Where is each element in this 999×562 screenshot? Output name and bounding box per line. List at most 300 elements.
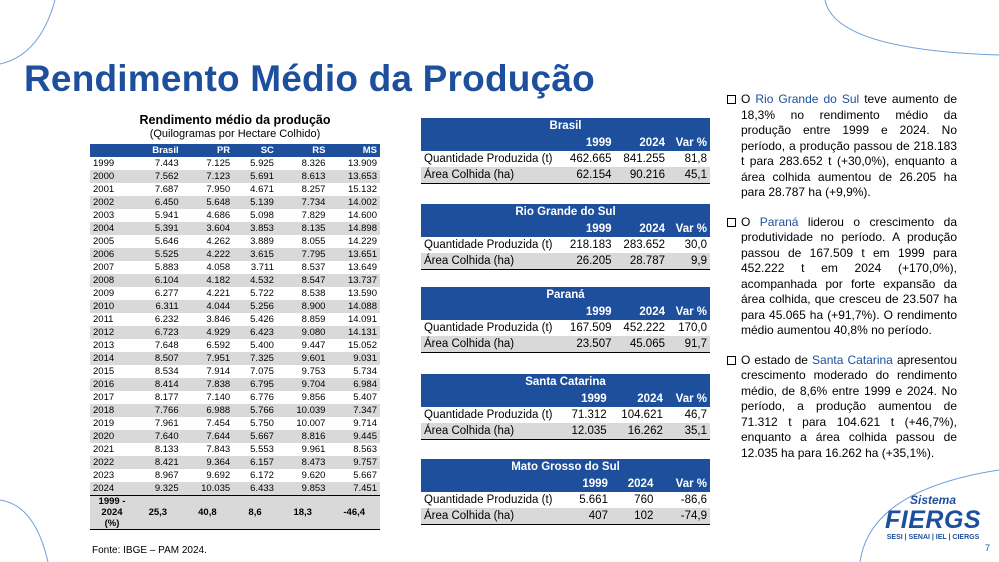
yield-cell: 5.722	[233, 287, 277, 300]
year-cell: 2008	[90, 274, 134, 287]
year-cell: 2003	[90, 209, 134, 222]
state-table-grid	[421, 220, 710, 270]
yield-cell: 4.182	[182, 274, 234, 287]
value-var: 45,1	[668, 167, 710, 184]
yield-cell: 8.257	[277, 183, 329, 196]
year-cell: 2012	[90, 326, 134, 339]
yield-cell: 5.734	[328, 365, 380, 378]
yield-cell: 10.007	[277, 417, 329, 430]
state-table-header	[421, 135, 710, 152]
total-row	[90, 496, 380, 530]
year-cell: 2022	[90, 456, 134, 469]
table-row	[90, 391, 380, 404]
state-table-title: Brasil	[421, 118, 710, 134]
yield-cell: 4.532	[233, 274, 277, 287]
yield-cell: 8.547	[277, 274, 329, 287]
logo-line3: SESI | SENAI | IEL | CIERGS	[886, 534, 980, 541]
yield-col-header: PR	[182, 144, 234, 157]
col-1999: 1999	[561, 221, 615, 238]
yield-cell: 7.961	[134, 417, 182, 430]
value-1999: 462.665	[569, 153, 612, 165]
yield-cell: 9.961	[277, 443, 329, 456]
state-table	[421, 459, 710, 525]
yield-cell: 13.590	[328, 287, 380, 300]
value-2024: 102	[611, 508, 656, 525]
year-cell: 2013	[90, 339, 134, 352]
value-1999: 26.205	[561, 253, 615, 270]
col-2024: 2024	[615, 221, 669, 238]
value-1999: 407	[561, 508, 611, 525]
total-cell: -46,4	[328, 496, 380, 530]
value-var: -86,6	[680, 494, 707, 506]
yield-cell: 8.563	[328, 443, 380, 456]
yield-cell: 5.883	[134, 261, 182, 274]
year-cell: 2006	[90, 248, 134, 261]
yield-cell: 6.423	[233, 326, 277, 339]
logo-line2: FIERGS	[885, 506, 982, 534]
col-2024: 2024	[610, 391, 666, 408]
state-table	[421, 287, 710, 353]
yield-cell: 9.601	[277, 352, 329, 365]
yield-cell: 7.451	[328, 482, 380, 496]
yield-cell: 9.692	[182, 469, 234, 482]
table-row	[90, 378, 380, 391]
table-row	[90, 469, 380, 482]
value-2024: 90.216	[615, 167, 669, 184]
page-title: Rendimento Médio da Produção	[24, 58, 595, 99]
row-label: Área Colhida (ha)	[421, 167, 561, 184]
yield-cell: 6.450	[134, 196, 182, 209]
table-row	[90, 261, 380, 274]
yield-cell: 3.853	[233, 222, 277, 235]
yield-cell: 7.075	[233, 365, 277, 378]
page-number: 7	[985, 543, 991, 553]
col-var: Var %	[668, 221, 710, 238]
yield-cell: 7.125	[182, 157, 234, 170]
yield-cell: 6.172	[233, 469, 277, 482]
value-2024: 283.652	[623, 239, 665, 251]
row-label: Quantidade Produzida (t)	[424, 322, 553, 334]
total-label-line1: 1999 - 2024	[98, 496, 126, 518]
table-row	[421, 253, 710, 270]
col-1999: 1999	[561, 391, 610, 408]
table-row	[90, 248, 380, 261]
year-cell: 2005	[90, 235, 134, 248]
yield-cell: 8.507	[134, 352, 182, 365]
yield-cell: 8.421	[134, 456, 182, 469]
table-row	[90, 339, 380, 352]
yield-cell: 14.600	[328, 209, 380, 222]
yield-cell: 6.592	[182, 339, 234, 352]
table-row	[421, 508, 710, 525]
yield-cell: 6.723	[134, 326, 182, 339]
blank-header	[421, 221, 561, 238]
table-row	[90, 404, 380, 417]
yield-cell: 8.538	[277, 287, 329, 300]
row-label: Área Colhida (ha)	[421, 423, 561, 440]
total-label	[90, 496, 134, 530]
state-table-title: Santa Catarina	[421, 374, 710, 390]
checkbox-bullet-icon	[727, 95, 736, 104]
yield-cell: 7.347	[328, 404, 380, 417]
yield-cell: 6.232	[134, 313, 182, 326]
table-row	[90, 456, 380, 469]
year-cell: 2018	[90, 404, 134, 417]
col-2024: 2024	[611, 476, 656, 493]
yield-cell: 14.091	[328, 313, 380, 326]
bullet-highlight: Santa Catarina	[812, 352, 893, 367]
col-1999: 1999	[561, 476, 611, 493]
table-row	[421, 492, 710, 508]
bullet-text-post: teve aumento de 18,3% no rendimento médio da produção entre 1999 e 2024. No período, a produção passou de 218.183 t para 283.652 t (+30,0%), enquanto a área colhida aumentou de 26.205 ha para 28.787 ha (+9,9%).	[741, 92, 958, 199]
yield-cell: 5.941	[134, 209, 182, 222]
yield-table	[90, 144, 380, 530]
year-cell: 2007	[90, 261, 134, 274]
yield-cell: 3.711	[233, 261, 277, 274]
blank-header	[421, 476, 561, 493]
bullet-text-post: apresentou crescimento moderado do rendimento médio, de 8,6% entre 1999 e 2024. No período, a produção aumentou de 71.312 t para 104.621 t (+46,7%), enquanto a área colhida passou de 12.035 ha para 16.262 ha (+35,1%).	[741, 352, 957, 460]
source-note: Fonte: IBGE – PAM 2024.	[92, 545, 207, 556]
yield-table-subtitle: (Quilogramas por Hectare Colhido)	[149, 128, 321, 140]
bullet-list	[724, 92, 957, 475]
yield-cell: 3.615	[233, 248, 277, 261]
total-label-line2: (%)	[104, 518, 120, 529]
year-cell: 2000	[90, 170, 134, 183]
yield-cell: 7.914	[182, 365, 234, 378]
bullet-highlight: Rio Grande do Sul	[755, 92, 860, 106]
blank-header	[421, 391, 561, 408]
yield-cell: 7.838	[182, 378, 234, 391]
table-row	[90, 170, 380, 183]
year-cell: 2009	[90, 287, 134, 300]
state-table-header	[421, 221, 710, 238]
value-var: 91,7	[668, 336, 710, 353]
year-cell: 2021	[90, 443, 134, 456]
yield-cell: 8.859	[277, 313, 329, 326]
yield-cell: 8.900	[277, 300, 329, 313]
table-row	[90, 287, 380, 300]
yield-cell: 14.088	[328, 300, 380, 313]
value-var: 30,0	[684, 239, 707, 251]
yield-cell: 13.649	[328, 261, 380, 274]
year-cell: 1999	[90, 157, 134, 170]
state-table-title: Mato Grosso do Sul	[421, 459, 710, 475]
yield-cell: 4.044	[182, 300, 234, 313]
col-1999: 1999	[561, 304, 615, 321]
yield-cell: 8.177	[134, 391, 182, 404]
col-var: Var %	[666, 391, 710, 408]
yield-cell: 4.929	[182, 326, 234, 339]
table-row	[421, 167, 710, 184]
col-var: Var %	[668, 304, 710, 321]
table-row	[90, 209, 380, 222]
bullet-item	[724, 353, 957, 462]
year-cell: 2014	[90, 352, 134, 365]
yield-cell: 15.132	[328, 183, 380, 196]
table-row	[90, 300, 380, 313]
yield-col-header: Brasil	[134, 144, 182, 157]
year-cell: 2002	[90, 196, 134, 209]
yield-cell: 13.653	[328, 170, 380, 183]
yield-cell: 14.131	[328, 326, 380, 339]
table-row	[421, 320, 710, 336]
yield-cell: 4.686	[182, 209, 234, 222]
value-2024: 28.787	[615, 253, 669, 270]
yield-cell: 6.104	[134, 274, 182, 287]
table-row	[90, 196, 380, 209]
row-label: Quantidade Produzida (t)	[424, 494, 553, 506]
total-cell: 18,3	[277, 496, 329, 530]
yield-cell: 5.391	[134, 222, 182, 235]
total-cell: 8,6	[233, 496, 277, 530]
table-row	[421, 151, 710, 167]
yield-col-header: RS	[277, 144, 329, 157]
table-row	[90, 313, 380, 326]
total-cell: 40,8	[182, 496, 234, 530]
yield-cell: 5.139	[233, 196, 277, 209]
yield-cell: 9.447	[277, 339, 329, 352]
row-label: Quantidade Produzida (t)	[424, 409, 553, 421]
yield-cell: 8.133	[134, 443, 182, 456]
yield-cell: 7.644	[182, 430, 234, 443]
yield-cell: 13.737	[328, 274, 380, 287]
row-label: Área Colhida (ha)	[421, 508, 561, 525]
table-row	[421, 423, 710, 440]
yield-cell: 4.671	[233, 183, 277, 196]
value-1999: 5.661	[579, 494, 608, 506]
yield-cell: 9.325	[134, 482, 182, 496]
value-1999: 218.183	[569, 239, 612, 251]
yield-cell: 6.984	[328, 378, 380, 391]
yield-cell: 14.229	[328, 235, 380, 248]
table-row	[90, 417, 380, 430]
yield-cell: 7.843	[182, 443, 234, 456]
year-cell: 2010	[90, 300, 134, 313]
table-row	[90, 222, 380, 235]
yield-cell: 6.311	[134, 300, 182, 313]
yield-table-title: Rendimento médio da produção	[139, 113, 331, 127]
yield-cell: 7.443	[134, 157, 182, 170]
yield-cell: 4.058	[182, 261, 234, 274]
yield-cell: 13.909	[328, 157, 380, 170]
bullet-item	[724, 215, 957, 339]
value-var: -74,9	[656, 508, 710, 525]
yield-cell: 5.925	[233, 157, 277, 170]
yield-cell: 9.753	[277, 365, 329, 378]
state-table-grid	[421, 134, 710, 184]
yield-cell: 8.537	[277, 261, 329, 274]
state-table-grid	[421, 390, 710, 440]
yield-cell: 5.691	[233, 170, 277, 183]
bullet-item	[724, 92, 957, 201]
row-label: Quantidade Produzida (t)	[424, 239, 553, 251]
yield-cell: 9.853	[277, 482, 329, 496]
value-1999: 12.035	[561, 423, 610, 440]
yield-cell: 8.534	[134, 365, 182, 378]
bullet-highlight: Paraná	[759, 214, 799, 229]
yield-cell: 7.829	[277, 209, 329, 222]
value-var: 35,1	[666, 423, 710, 440]
yield-col-header: SC	[233, 144, 277, 157]
yield-cell: 5.750	[233, 417, 277, 430]
yield-cell: 4.262	[182, 235, 234, 248]
row-label: Área Colhida (ha)	[421, 253, 561, 270]
yield-cell: 7.951	[182, 352, 234, 365]
value-var: 46,7	[684, 409, 707, 421]
yield-cell: 5.098	[233, 209, 277, 222]
value-var: 81,8	[684, 153, 707, 165]
row-label: Quantidade Produzida (t)	[424, 153, 553, 165]
yield-cell: 9.080	[277, 326, 329, 339]
col-var: Var %	[668, 135, 710, 152]
yield-cell: 9.620	[277, 469, 329, 482]
yield-cell: 9.031	[328, 352, 380, 365]
yield-cell: 5.667	[233, 430, 277, 443]
yield-cell: 14.898	[328, 222, 380, 235]
yield-cell: 9.704	[277, 378, 329, 391]
yield-cell: 5.667	[328, 469, 380, 482]
row-label: Área Colhida (ha)	[421, 336, 561, 353]
fiergs-logo	[885, 494, 981, 542]
yield-cell: 4.221	[182, 287, 234, 300]
yield-cell: 8.326	[277, 157, 329, 170]
checkbox-bullet-icon	[727, 218, 736, 227]
yield-cell: 10.039	[277, 404, 329, 417]
value-1999: 167.509	[569, 322, 612, 334]
year-cell: 2020	[90, 430, 134, 443]
table-row	[421, 407, 710, 423]
yield-cell: 7.950	[182, 183, 234, 196]
logo-line1: Sistema	[909, 493, 957, 507]
year-cell: 2004	[90, 222, 134, 235]
bullet-text-pre: O	[741, 92, 756, 106]
value-2024: 45.065	[615, 336, 669, 353]
table-row	[90, 443, 380, 456]
yield-cell: 6.433	[233, 482, 277, 496]
yield-cell: 7.795	[277, 248, 329, 261]
year-cell: 2023	[90, 469, 134, 482]
yield-cell: 9.364	[182, 456, 234, 469]
value-1999: 71.312	[571, 409, 607, 421]
state-table-header	[421, 391, 710, 408]
year-cell: 2015	[90, 365, 134, 378]
state-table-header	[421, 476, 710, 493]
yield-cell: 7.454	[182, 417, 234, 430]
blank-header	[421, 304, 561, 321]
checkbox-bullet-icon	[727, 356, 736, 365]
yield-cell: 9.445	[328, 430, 380, 443]
yield-cell: 3.889	[233, 235, 277, 248]
yield-cell: 9.757	[328, 456, 380, 469]
year-cell: 2024	[90, 482, 134, 496]
yield-cell: 5.525	[134, 248, 182, 261]
yield-cell: 5.766	[233, 404, 277, 417]
yield-cell: 14.002	[328, 196, 380, 209]
table-row	[421, 237, 710, 253]
value-var: 170,0	[678, 322, 707, 334]
blank-header	[421, 135, 561, 152]
table-row	[90, 365, 380, 378]
yield-cell: 5.553	[233, 443, 277, 456]
table-row	[90, 183, 380, 196]
yield-cell: 6.988	[182, 404, 234, 417]
table-row	[90, 430, 380, 443]
table-row	[90, 157, 380, 170]
yield-cell: 9.714	[328, 417, 380, 430]
year-cell: 2017	[90, 391, 134, 404]
state-table-title: Paraná	[421, 287, 710, 303]
yield-cell: 7.325	[233, 352, 277, 365]
yield-cell: 7.648	[134, 339, 182, 352]
yield-cell: 8.414	[134, 378, 182, 391]
table-row	[90, 326, 380, 339]
value-2024: 452.222	[623, 322, 665, 334]
value-1999: 62.154	[561, 167, 615, 184]
table-row	[90, 274, 380, 287]
year-cell: 2019	[90, 417, 134, 430]
yield-cell: 4.222	[182, 248, 234, 261]
yield-cell: 5.648	[182, 196, 234, 209]
table-row	[90, 352, 380, 365]
bullet-text-pre: O	[741, 214, 760, 229]
yield-cell: 8.967	[134, 469, 182, 482]
state-table	[421, 118, 710, 184]
yield-cell: 6.776	[233, 391, 277, 404]
yield-cell: 5.407	[328, 391, 380, 404]
yield-cell: 5.400	[233, 339, 277, 352]
yield-cell: 5.426	[233, 313, 277, 326]
yield-cell: 3.604	[182, 222, 234, 235]
yield-cell: 7.562	[134, 170, 182, 183]
state-table-grid	[421, 303, 710, 353]
yield-cell: 5.256	[233, 300, 277, 313]
yield-cell: 5.646	[134, 235, 182, 248]
yield-cell: 7.766	[134, 404, 182, 417]
value-2024: 841.255	[623, 153, 665, 165]
yield-cell: 3.846	[182, 313, 234, 326]
year-cell: 2016	[90, 378, 134, 391]
year-cell: 2001	[90, 183, 134, 196]
state-table-title: Rio Grande do Sul	[421, 204, 710, 220]
yield-table-panel	[90, 113, 380, 530]
yield-cell: 7.734	[277, 196, 329, 209]
yield-cell: 8.055	[277, 235, 329, 248]
table-row	[90, 235, 380, 248]
yield-cell: 9.856	[277, 391, 329, 404]
yield-cell: 13.651	[328, 248, 380, 261]
state-table	[421, 204, 710, 270]
yield-cell: 8.473	[277, 456, 329, 469]
value-var: 9,9	[668, 253, 710, 270]
value-2024: 760	[634, 494, 654, 506]
yield-cell: 6.157	[233, 456, 277, 469]
col-2024: 2024	[615, 135, 669, 152]
yield-col-header: MS	[328, 144, 380, 157]
state-table-header	[421, 304, 710, 321]
yield-cell: 6.795	[233, 378, 277, 391]
state-table	[421, 374, 710, 440]
yield-cell: 8.816	[277, 430, 329, 443]
value-1999: 23.507	[561, 336, 615, 353]
year-cell: 2011	[90, 313, 134, 326]
table-row	[90, 482, 380, 496]
bullet-text-post: liderou o crescimento da produtividade no período. A produção passou de 167.509 t em 1999 para 452.222 t em 2024 (+170,0%), acompanhada por forte expansão da área colhida, que cresceu de 23.507 ha para 45.065 ha (+91,7%). O rendimento médio aumentou 40,8% no período.	[741, 214, 957, 337]
state-table-grid	[421, 475, 710, 525]
bullet-text-pre: O estado de	[741, 352, 813, 367]
yield-cell: 7.123	[182, 170, 234, 183]
yield-cell: 8.613	[277, 170, 329, 183]
yield-cell: 8.135	[277, 222, 329, 235]
